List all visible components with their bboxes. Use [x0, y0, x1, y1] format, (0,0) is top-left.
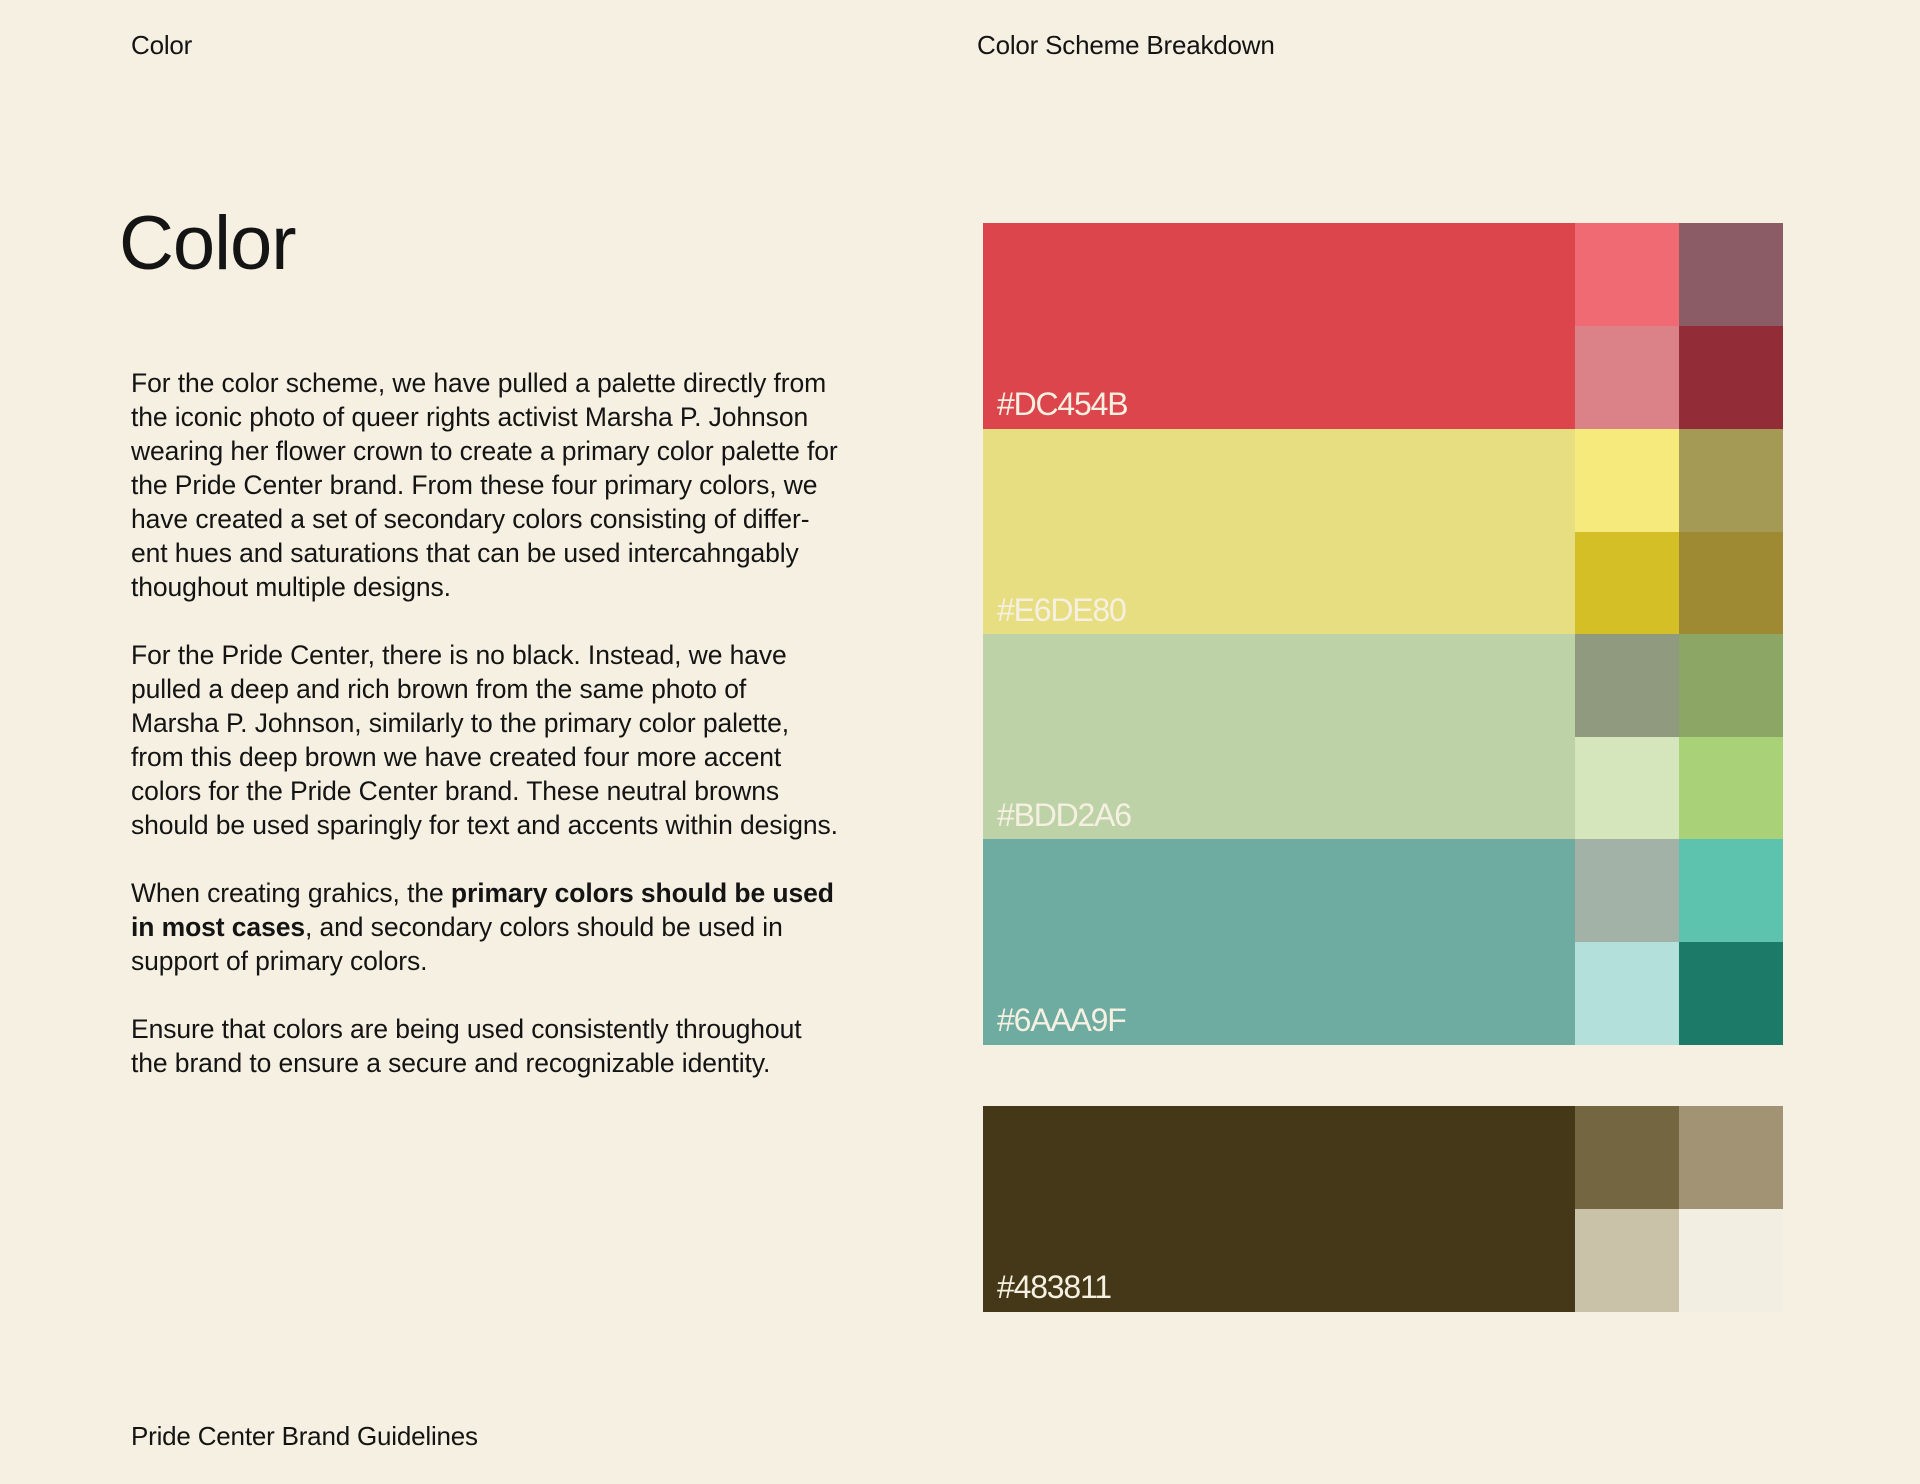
secondary-swatch — [1575, 737, 1679, 840]
primary-swatch — [983, 1106, 1575, 1312]
hex-code-label: #DC454B — [997, 386, 1128, 422]
text-line: the Pride Center brand. From these four primary colors, we — [131, 470, 818, 500]
text-line: the iconic photo of queer rights activist Marsha P. Johnson — [131, 402, 809, 432]
header-page-subtitle: Color Scheme Breakdown — [977, 30, 1275, 60]
body-text — [131, 366, 861, 1114]
text-line: thoughout multiple designs. — [131, 572, 451, 602]
text-line: from this deep brown we have created four more accent — [131, 742, 782, 772]
secondary-swatch — [1679, 532, 1783, 635]
text-line: the brand to ensure a secure and recognizable identity. — [131, 1048, 771, 1078]
text-line: support of primary colors. — [131, 946, 428, 976]
secondary-swatch — [1679, 1106, 1783, 1209]
header-section-label: Color — [131, 30, 193, 60]
secondary-swatch-grid — [1575, 1106, 1783, 1312]
text-line: pulled a deep and rich brown from the same photo of — [131, 674, 747, 704]
footer-document-title: Pride Center Brand Guidelines — [131, 1421, 478, 1451]
text-run: , and secondary colors should be used in — [304, 912, 783, 942]
page-title: Color — [119, 201, 296, 286]
palette-yellow — [983, 429, 1783, 635]
hex-code-label: #483811 — [997, 1269, 1111, 1305]
secondary-swatch-grid — [1575, 429, 1783, 635]
paragraph-palette-origin — [131, 366, 861, 604]
secondary-swatch — [1679, 942, 1783, 1045]
secondary-swatch — [1679, 326, 1783, 429]
text-line: have created a set of secondary colors consisting of differ- — [131, 504, 810, 534]
text-line — [131, 876, 861, 910]
palette-teal — [983, 839, 1783, 1045]
secondary-swatch — [1575, 429, 1679, 532]
secondary-swatch — [1679, 223, 1783, 326]
text-line: ent hues and saturations that can be used intercahngably — [131, 538, 799, 568]
palette-green — [983, 634, 1783, 840]
hex-code-label: #BDD2A6 — [997, 797, 1131, 833]
paragraph-no-black — [131, 638, 861, 842]
secondary-swatch — [1575, 223, 1679, 326]
primary-swatch — [983, 429, 1575, 635]
palette-brown-accent — [983, 1106, 1783, 1312]
text-line: Ensure that colors are being used consistently throughout — [131, 1014, 802, 1044]
text-run: When creating grahics, the — [131, 878, 451, 908]
primary-swatch — [983, 634, 1575, 840]
secondary-swatch — [1575, 532, 1679, 635]
secondary-swatch — [1575, 942, 1679, 1045]
secondary-swatch — [1575, 1209, 1679, 1312]
secondary-swatch — [1575, 1106, 1679, 1209]
secondary-swatch — [1575, 634, 1679, 737]
emphasis-text: primary colors should be used — [450, 878, 834, 908]
text-line: colors for the Pride Center brand. These neutral browns — [131, 776, 780, 806]
text-line: For the color scheme, we have pulled a palette directly from — [131, 368, 827, 398]
secondary-swatch — [1575, 326, 1679, 429]
text-line: wearing her flower crown to create a primary color palette for — [131, 436, 838, 466]
paragraph-graphics-usage — [131, 876, 861, 978]
hex-code-label: #6AAA9F — [997, 1002, 1126, 1038]
text-line: For the Pride Center, there is no black. Instead, we have — [131, 640, 787, 670]
hex-code-label: #E6DE80 — [997, 592, 1126, 628]
secondary-swatch — [1679, 634, 1783, 737]
text-line: Marsha P. Johnson, similarly to the primary color palette, — [131, 708, 789, 738]
secondary-swatch-grid — [1575, 223, 1783, 429]
primary-swatch — [983, 223, 1575, 429]
secondary-swatch — [1679, 839, 1783, 942]
secondary-swatch — [1679, 429, 1783, 532]
text-line: should be used sparingly for text and accents within designs. — [131, 810, 838, 840]
secondary-swatch — [1575, 839, 1679, 942]
text-line — [131, 910, 861, 944]
paragraph-consistency — [131, 1012, 861, 1080]
palette-red — [983, 223, 1783, 429]
secondary-swatch-grid — [1575, 839, 1783, 1045]
primary-swatch — [983, 839, 1575, 1045]
secondary-swatch — [1679, 1209, 1783, 1312]
secondary-swatch-grid — [1575, 634, 1783, 840]
emphasis-text: in most cases — [131, 912, 305, 942]
secondary-swatch — [1679, 737, 1783, 840]
